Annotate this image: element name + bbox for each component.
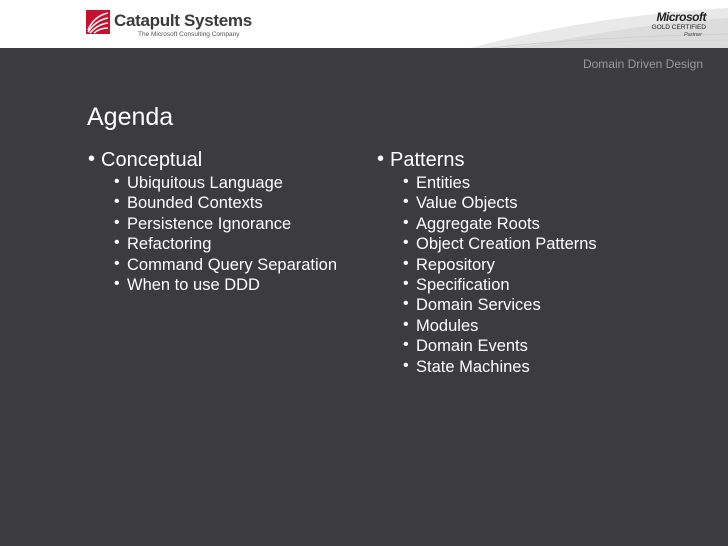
agenda-item: • Domain Events xyxy=(403,336,597,356)
agenda-sublist-wrapper xyxy=(377,173,597,377)
agenda-item: • Domain Services xyxy=(403,295,597,315)
partner-level: GOLD CERTIFIED xyxy=(651,24,706,31)
agenda-item: • Command Query Separation xyxy=(114,255,337,275)
agenda-item: • Value Objects xyxy=(403,193,597,213)
agenda-item: • Persistence Ignorance xyxy=(114,214,337,234)
agenda-item: • Entities xyxy=(403,173,597,193)
catapult-logo-icon xyxy=(86,10,110,34)
agenda-item: • When to use DDD xyxy=(114,275,337,295)
catapult-logo xyxy=(86,10,252,42)
agenda-heading-label: Conceptual xyxy=(101,149,203,171)
partner-label: Partner xyxy=(683,32,702,38)
agenda-item: • Ubiquitous Language xyxy=(114,173,337,193)
agenda-item: • Bounded Contexts xyxy=(114,193,337,213)
agenda-sublist xyxy=(88,173,337,295)
slide-title: Agenda xyxy=(87,103,174,131)
agenda-item: • Specification xyxy=(403,275,597,295)
slide-subtitle: Domain Driven Design xyxy=(582,57,703,71)
logo-tagline: The Microsoft Consulting Company xyxy=(138,31,240,38)
header-band xyxy=(0,0,728,48)
microsoft-partner-badge xyxy=(640,10,706,40)
agenda-sublist xyxy=(377,173,597,377)
agenda-sublist-wrapper xyxy=(88,173,337,295)
agenda-item: • Aggregate Roots xyxy=(403,214,597,234)
agenda-heading xyxy=(377,147,597,173)
agenda-item: • Modules xyxy=(403,316,597,336)
agenda-item: • Refactoring xyxy=(114,234,337,254)
partner-name: Microsoft xyxy=(656,10,706,24)
agenda-column-patterns xyxy=(377,147,597,377)
agenda-item: • State Machines xyxy=(403,357,597,377)
agenda-heading xyxy=(88,147,337,173)
agenda-item: • Object Creation Patterns xyxy=(403,234,597,254)
agenda-heading-label: Patterns xyxy=(390,149,465,171)
agenda-column-conceptual xyxy=(88,147,337,295)
agenda-item: • Repository xyxy=(403,255,597,275)
logo-name: Catapult Systems xyxy=(114,11,252,30)
